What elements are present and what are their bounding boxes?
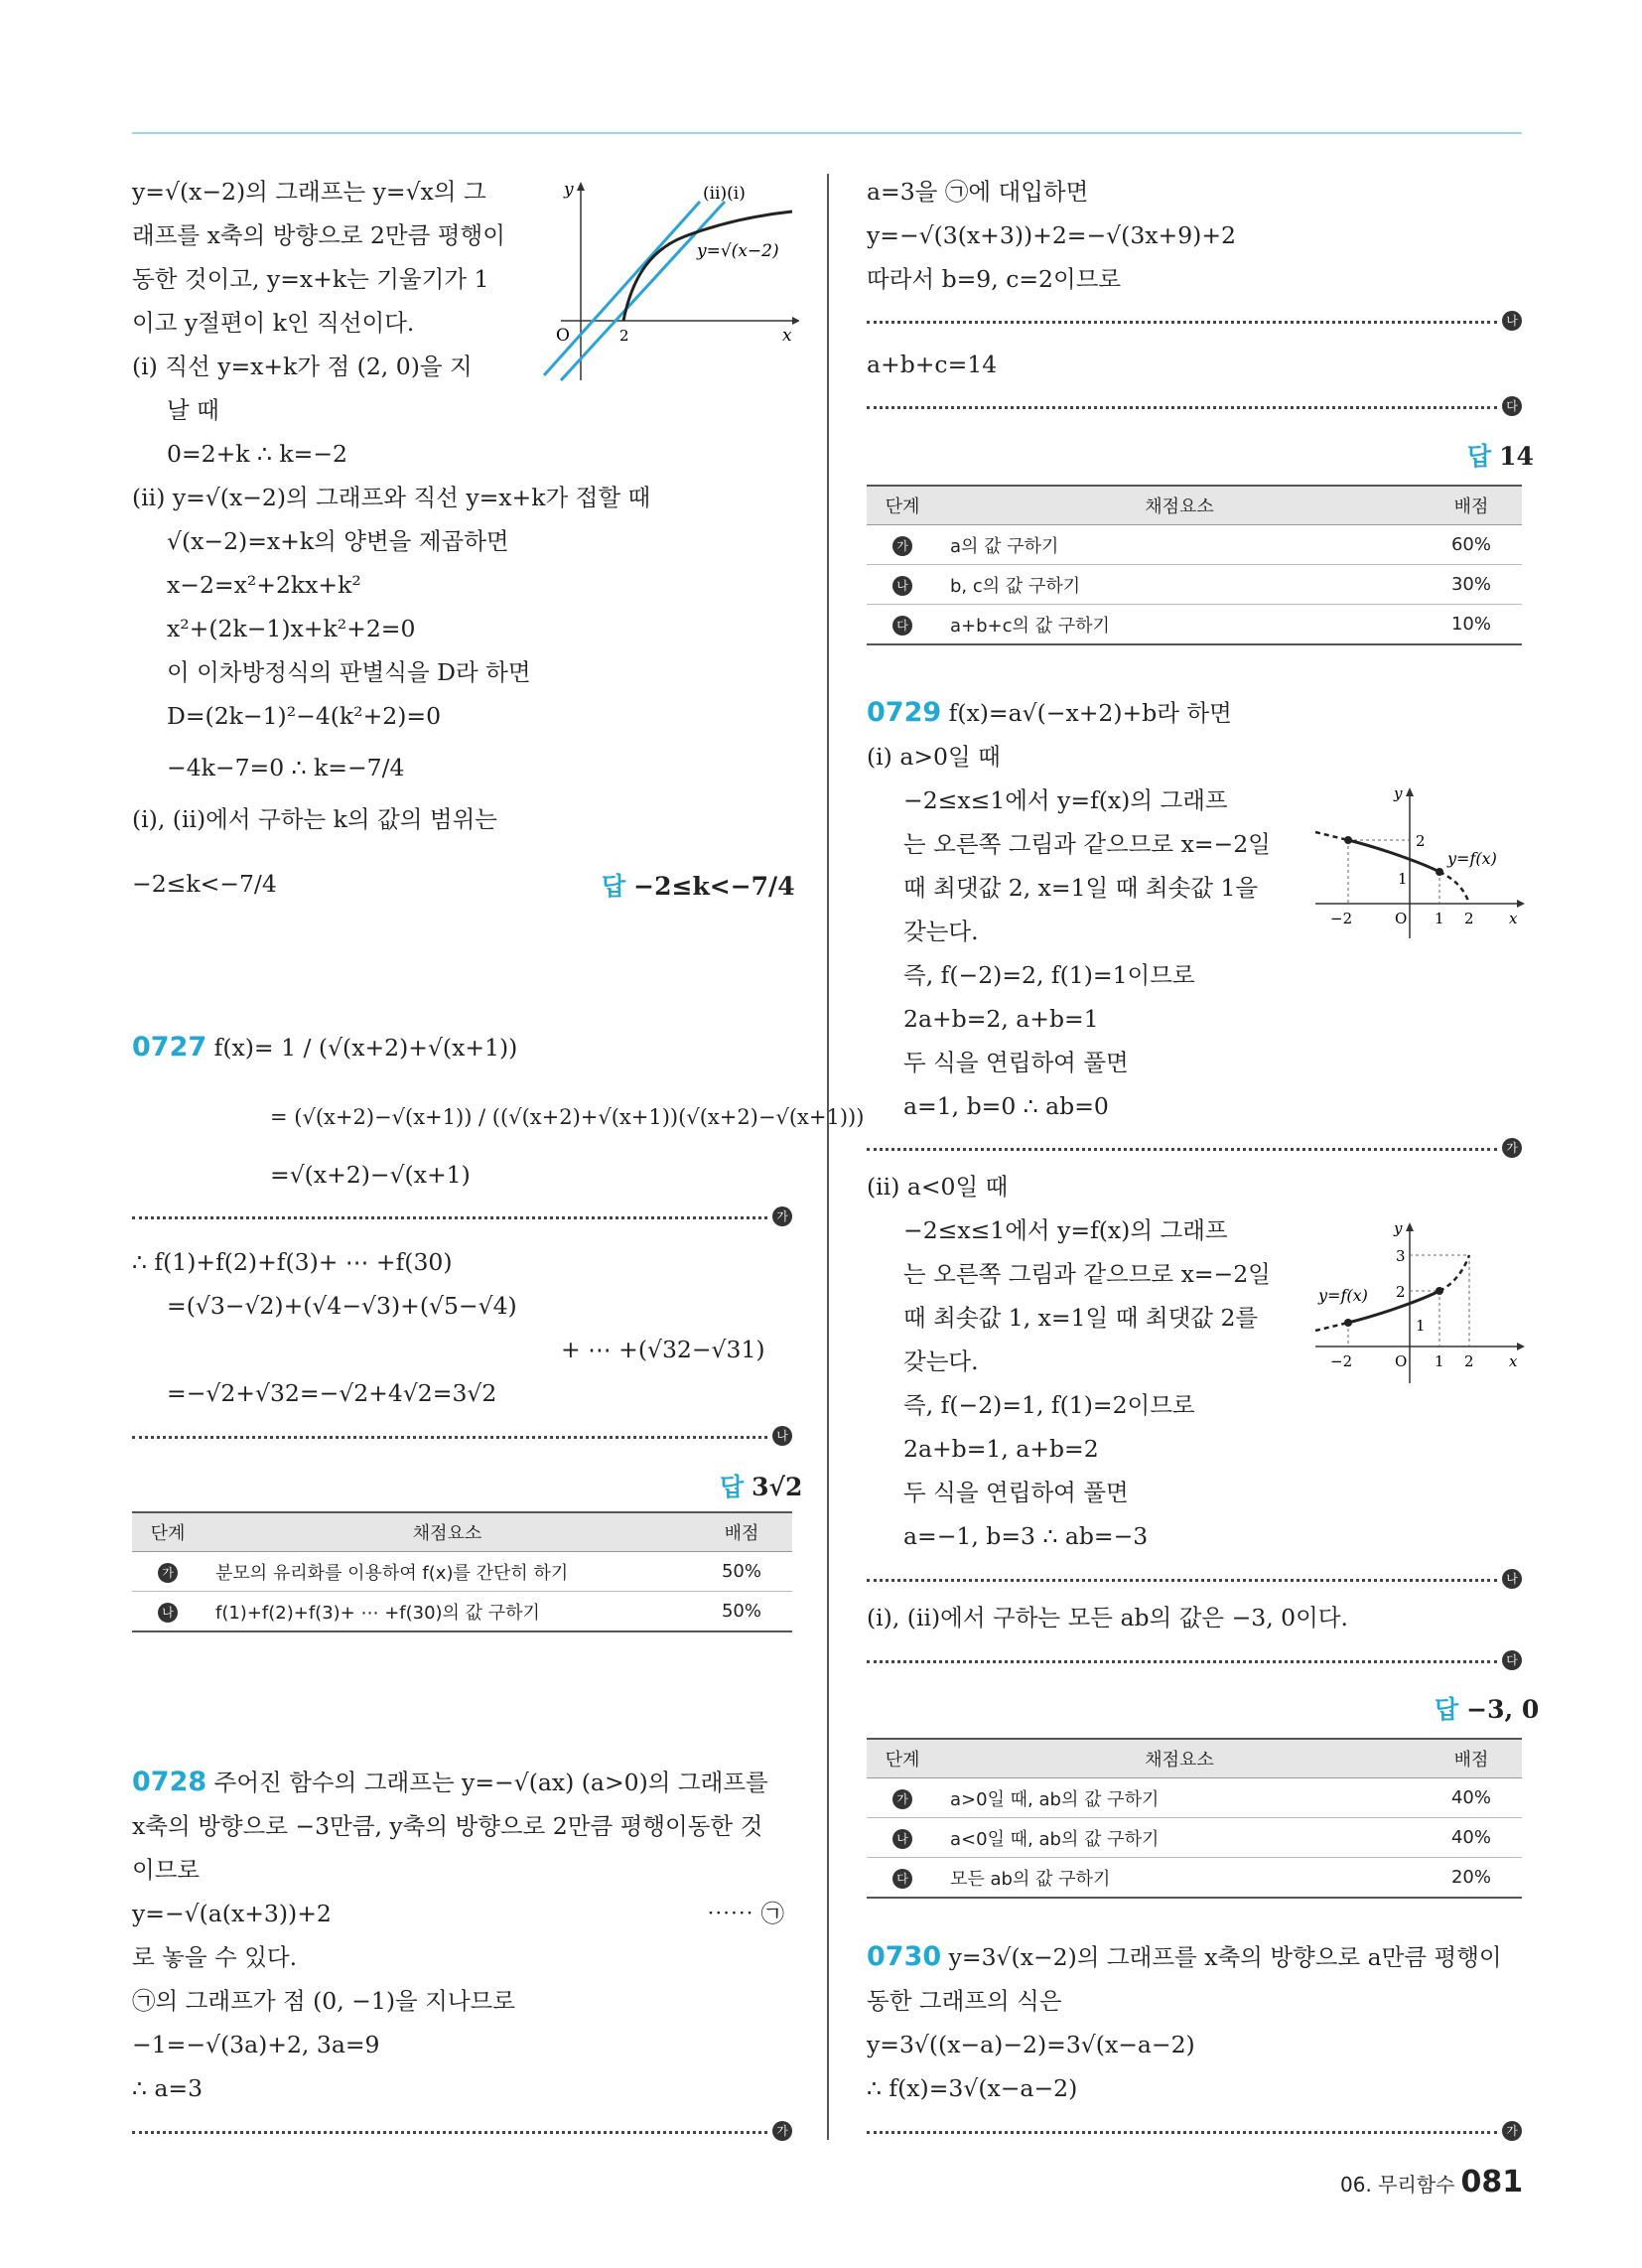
step-badge: 나 [892,1829,912,1849]
table-row [867,605,1522,645]
tick-neg2: −2 [1330,1352,1353,1370]
table-row [132,1552,792,1592]
text-line: D=(2k−1)²−4(k²+2)=0 [167,702,442,730]
dotted-rule [867,406,1497,409]
dotted-rule [132,1216,767,1219]
step-badge-da: 다 [1502,396,1522,416]
text-line: ∴ f(x)=3√(x−a−2) [867,2074,1078,2102]
point [1436,868,1443,876]
score-cell: 50% [691,1592,792,1632]
problem-0728-l1 [132,1768,768,1797]
text-line: y=√(x−2)의 그래프는 y=√x의 그 [132,178,486,206]
page-number: 081 [1460,2165,1524,2199]
step-badge: 다 [892,1869,912,1889]
text-line: y=−√(3(x+3))+2=−√(3x+9)+2 [867,221,1236,249]
sqrt-curve [623,212,792,321]
step-badge-ga: 가 [772,1206,792,1226]
tick-y1: 1 [1416,1317,1426,1335]
graph-sqrt-tangent [536,177,799,385]
text-line: =−√2+√32=−√2+4√2=3√2 [167,1379,497,1407]
text-line: −4k−7=0 ∴ k=−7/4 [167,754,405,781]
curve-dashed-left [1315,832,1348,840]
text-line: 두 식을 연립하여 풀면 [903,1049,1129,1076]
x-label: x [782,326,792,346]
line-i [544,202,700,375]
y-axis-arrow [1406,1222,1414,1231]
step-badge-ga: 가 [772,2121,792,2141]
page-footer [1340,2165,1523,2199]
step-badge-ga: 가 [1502,1138,1522,1158]
answer-label: 답 [602,872,626,901]
text-line: x²+(2k−1)x+k²+2=0 [167,615,416,642]
criteria-cell: a>0일 때, ab의 값 구하기 [938,1778,1421,1818]
score-cell: 40% [1421,1818,1522,1858]
dotted-rule [867,1148,1497,1151]
fx-label: y=f(x) [1447,849,1497,868]
x-axis-arrow [1517,900,1525,908]
step-badge-na: 나 [1502,1569,1522,1589]
step-badge: 가 [892,1789,912,1809]
text-line: (ⅱ) y=√(x−2)의 그래프와 직선 y=x+k가 접할 때 [132,484,651,511]
criteria-cell: 모든 ab의 값 구하기 [938,1858,1421,1899]
step-badge: 나 [158,1603,178,1623]
criteria-cell: a+b+c의 값 구하기 [938,605,1421,645]
score-cell: 50% [691,1552,792,1592]
text-line: 때 최솟값 1, x=1일 때 최댓값 2를 [903,1304,1259,1332]
header-step: 단계 [132,1512,204,1552]
header-score: 배점 [691,1512,792,1552]
curve-label: y=√(x−2) [697,241,779,261]
problem-number: 0728 [132,1767,207,1797]
curve-dashed-right [1439,872,1469,904]
problem-0727-l1 [132,1033,517,1063]
text-line: 갖는다. [903,918,979,945]
table-row [867,1858,1522,1899]
x-label: x [1509,910,1518,927]
problem-0730-l1 [867,1942,1502,1972]
scoring-table-0727 [132,1511,792,1632]
text: y=3√(x−2)의 그래프를 x축의 방향으로 a만큼 평행이 [948,1943,1502,1971]
point [1436,1287,1443,1295]
graph-case-a-negative [1310,1219,1529,1388]
criteria-cell: f(1)+f(2)+f(3)+ ⋯ +f(30)의 값 구하기 [204,1592,691,1632]
tick-2: 2 [1464,1352,1474,1370]
score-cell: 40% [1421,1778,1522,1818]
text-line: −2≤x≤1에서 y=f(x)의 그래프 [903,1216,1228,1244]
header-step: 단계 [867,486,938,525]
x-axis-arrow [1517,1343,1525,1350]
point [1344,836,1352,844]
header-criteria: 채점요소 [204,1512,691,1552]
score-cell: 20% [1421,1858,1522,1899]
tick-y2: 2 [1396,1283,1406,1301]
dotted-rule [132,1436,767,1439]
graph-case-a-positive [1310,784,1529,943]
curve-dashed-right [1439,1255,1469,1291]
header-criteria: 채점요소 [938,486,1421,525]
text-line: (ⅰ) a>0일 때 [867,743,1001,771]
dotted-rule [867,2131,1497,2134]
point [1344,1319,1352,1327]
answer-label: 답 [1467,442,1492,471]
table-row [867,1778,1522,1818]
text-line: = (√(x+2)−√(x+1)) / ((√(x+2)+√(x+1))(√(x+2)−√(x+1))) [270,1105,865,1129]
y-label: y [1394,1219,1403,1237]
text-line: 는 오른쪽 그림과 같으므로 x=−2일 [903,830,1271,858]
answer-label: 답 [1435,1695,1459,1724]
criteria-cell: 분모의 유리화를 이용하여 f(x)를 간단히 하기 [204,1552,691,1592]
answer-value: −3, 0 [1466,1695,1540,1724]
answer-value: 14 [1499,442,1534,471]
text-line: 때 최댓값 2, x=1일 때 최솟값 1을 [903,874,1259,902]
criteria-cell: a<0일 때, ab의 값 구하기 [938,1818,1421,1858]
x-label: x [1509,1352,1518,1370]
tick-y2: 2 [1416,832,1426,850]
curve-solid [1348,840,1439,872]
step-badge-da: 다 [1502,1650,1522,1670]
text-line: ∴ a=3 [132,2074,204,2102]
text-line: 는 오른쪽 그림과 같으므로 x=−2일 [903,1260,1271,1288]
text-line: 2a+b=2, a+b=1 [903,1005,1099,1033]
text-line: + ⋯ +(√32−√31) [561,1336,765,1363]
text-line: 즉, f(−2)=1, f(1)=2이므로 [903,1391,1195,1419]
text-line: a=−1, b=3 ∴ ab=−3 [903,1522,1149,1550]
text-line: 2a+b=1, a+b=2 [903,1435,1099,1463]
x-axis-arrow [792,317,799,325]
score-cell: 60% [1421,525,1522,565]
text-line: −2≤x≤1에서 y=f(x)의 그래프 [903,786,1228,814]
text-line: (ⅰ) 직선 y=x+k가 점 (2, 0)을 지 [132,353,473,380]
origin-label: O [1395,1352,1408,1370]
y-label: y [564,180,574,200]
step-badge: 다 [892,616,912,636]
answer-0726 [602,867,795,903]
fx-label: y=f(x) [1318,1286,1368,1305]
y-axis-arrow [577,182,585,191]
text-line: 따라서 b=9, c=2이므로 [867,265,1122,293]
criteria-cell: b, c의 값 구하기 [938,565,1421,605]
text-line: ㉠의 그래프가 점 (0, −1)을 지나므로 [132,1987,515,2015]
dotted-rule [132,2131,767,2134]
tick-1: 1 [1435,1352,1444,1370]
text-line: =(√3−√2)+(√4−√3)+(√5−√4) [167,1292,517,1320]
text-line: a=1, b=0 ∴ ab=0 [903,1092,1109,1120]
text-line: 갖는다. [903,1347,979,1375]
problem-number: 0730 [867,1941,942,1972]
text-line: 동한 것이고, y=x+k는 기울기가 1 [132,265,489,293]
text-line: 로 놓을 수 있다. [132,1943,298,1971]
tick-2: 2 [1464,910,1474,927]
step-badge-na: 나 [1502,311,1522,331]
score-cell: 10% [1421,605,1522,645]
text-line: (ⅰ), (ⅱ)에서 구하는 모든 ab의 값은 −3, 0이다. [867,1604,1348,1631]
y-label: y [1394,784,1403,802]
step-badge-na: 나 [772,1426,792,1446]
problem-number: 0727 [132,1032,207,1063]
tick-y3: 3 [1396,1247,1406,1265]
header-step: 단계 [867,1739,938,1778]
text-line: √(x−2)=x+k의 양변을 제곱하면 [167,527,509,555]
answer-0728 [1467,437,1534,473]
y-axis-arrow [1406,787,1414,796]
tick-1: 1 [1435,910,1444,927]
origin-label: O [1395,910,1408,927]
criteria-cell: a의 값 구하기 [938,525,1421,565]
text-line: 래프를 x축의 방향으로 2만큼 평행이 [132,221,505,249]
origin-label: O [556,326,570,346]
text-line: =√(x+2)−√(x+1) [270,1161,471,1189]
text-line: (ⅰ), (ⅱ)에서 구하는 k의 값의 범위는 [132,805,497,833]
chapter-title: 06. 무리함수 [1340,2173,1455,2197]
header-score: 배점 [1421,1739,1522,1778]
roman-label: (ⅱ)(ⅰ) [703,184,746,204]
text-line: ∴ f(1)+f(2)+f(3)+ ⋯ +f(30) [132,1248,453,1276]
answer-value: 3√2 [752,1473,803,1501]
text-line: −1=−√(3a)+2, 3a=9 [132,2031,380,2058]
score-cell: 30% [1421,565,1522,605]
step-badge: 나 [892,576,912,596]
scoring-table-0728 [867,485,1522,645]
text: f(x)=a√(−x+2)+b라 하면 [948,699,1232,727]
text-line: −2≤k<−7/4 [132,870,277,898]
dotted-rule [867,321,1497,324]
text-line: 이 이차방정식의 판별식을 D라 하면 [167,658,531,686]
text: 주어진 함수의 그래프는 y=−√(ax) (a>0)의 그래프를 [213,1769,768,1796]
text-line: 0=2+k ∴ k=−2 [167,440,347,468]
answer-0729 [1435,1690,1539,1726]
table-row [132,1592,792,1632]
problem-0729-l1 [867,698,1232,728]
text-line: a=3을 ㉠에 대입하면 [867,178,1089,206]
column-divider [827,174,829,2140]
text-line: 동한 그래프의 식은 [867,1987,1062,2015]
step-badge: 가 [158,1563,178,1583]
text-line: 날 때 [167,396,219,424]
scoring-table-0729 [867,1738,1522,1899]
answer-0727 [720,1468,802,1503]
header-score: 배점 [1421,486,1522,525]
text-line: x−2=x²+2kx+k² [167,571,361,599]
text-line: ⋯⋯ ㉠ [707,1900,784,1927]
answer-value: −2≤k<−7/4 [633,872,795,901]
problem-number: 0729 [867,697,942,728]
text-line: a+b+c=14 [867,351,998,378]
text-line: 이므로 [132,1856,201,1884]
tick-neg2: −2 [1330,910,1353,927]
table-row [867,565,1522,605]
text-line: 이고 y절편이 k인 직선이다. [132,309,415,337]
curve-dashed-left [1315,1323,1348,1331]
top-rule [132,132,1522,134]
text-line: 즉, f(−2)=2, f(1)=1이므로 [903,961,1195,989]
header-criteria: 채점요소 [938,1739,1421,1778]
table-row [867,525,1522,565]
text-line: x축의 방향으로 −3만큼, y축의 방향으로 2만큼 평행이동한 것 [132,1812,763,1840]
text-line: y=−√(a(x+3))+2 [132,1900,332,1927]
tick-y1: 1 [1398,870,1408,888]
table-row [867,1818,1522,1858]
text-line: y=3√((x−a)−2)=3√(x−a−2) [867,2031,1195,2058]
dotted-rule [867,1660,1497,1663]
answer-label: 답 [720,1473,745,1501]
step-badge: 가 [892,536,912,556]
text-line: (ⅱ) a<0일 때 [867,1173,1009,1201]
formula: f(x)= 1 / (√(x+2)+√(x+1)) [213,1034,518,1062]
dotted-rule [867,1579,1497,1582]
step-badge-ga: 가 [1502,2121,1522,2141]
line-ii [561,202,725,380]
tick-2: 2 [619,327,629,345]
text-line: 두 식을 연립하여 풀면 [903,1479,1129,1506]
